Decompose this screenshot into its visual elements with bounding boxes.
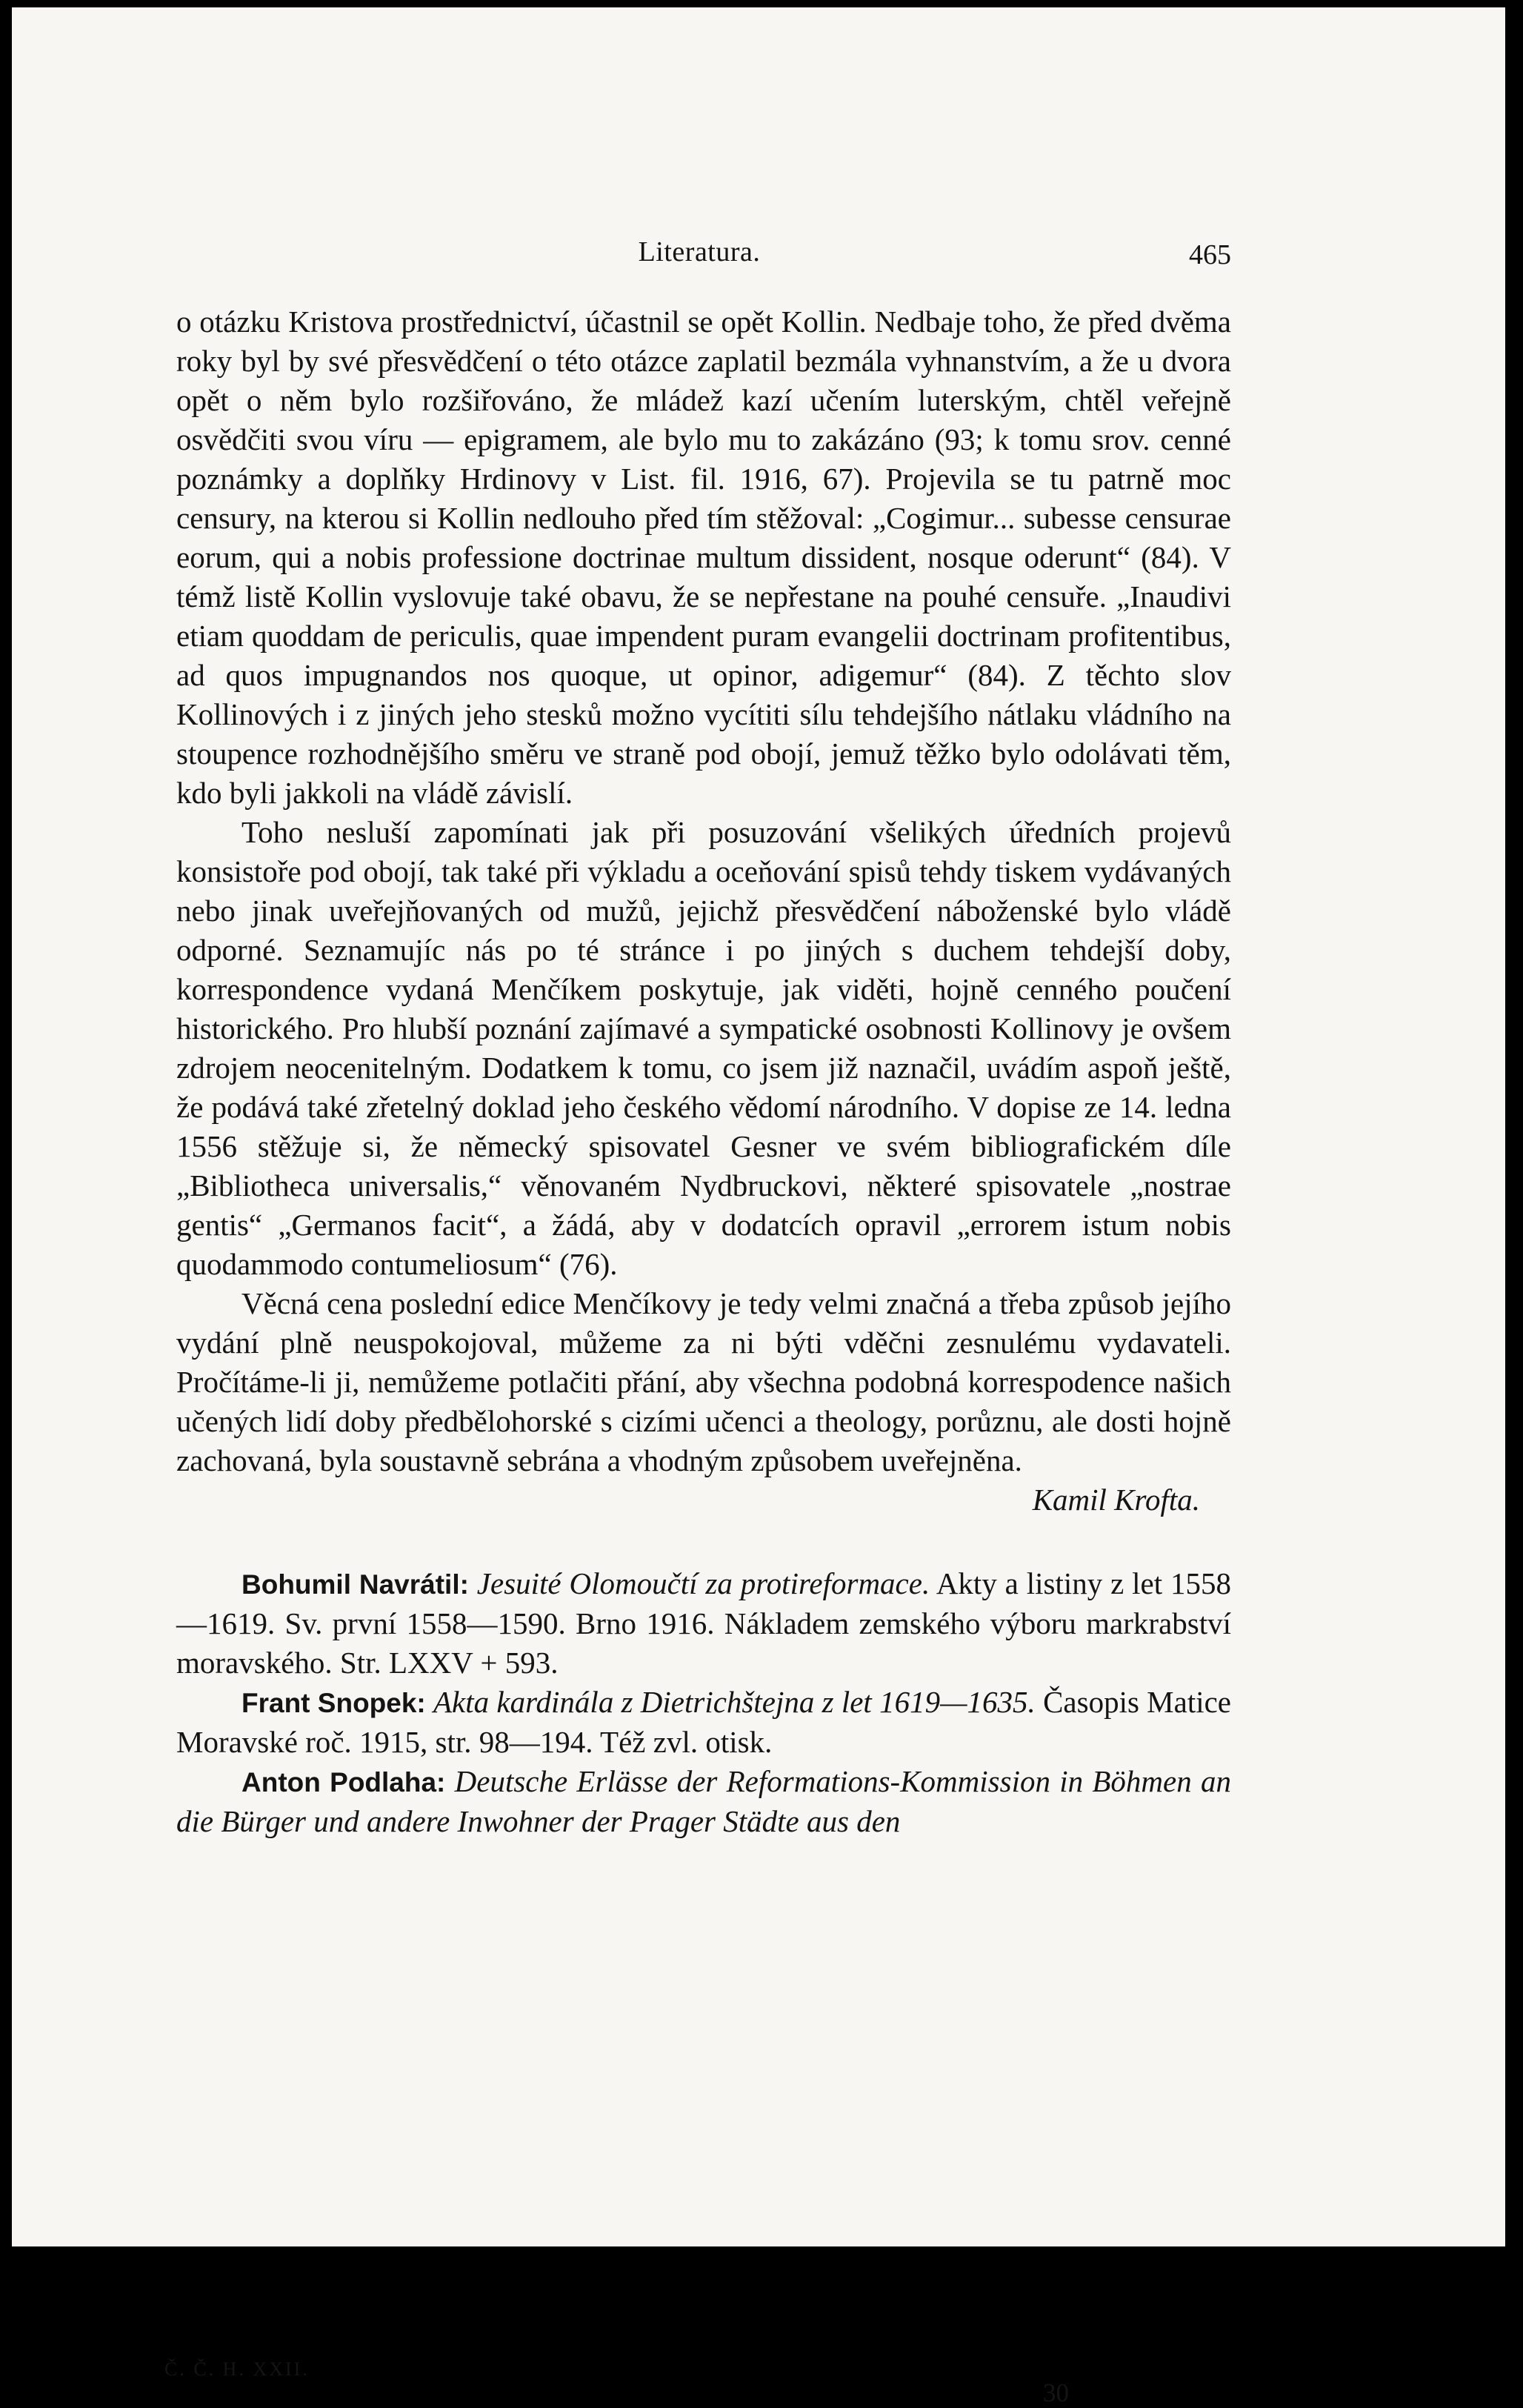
review-signature: Kamil Krofta. bbox=[1032, 1483, 1200, 1517]
bibliography-entry bbox=[176, 1683, 1231, 1762]
page-header bbox=[173, 236, 1231, 273]
sheet-number: 30 bbox=[1043, 2378, 1069, 2407]
entry-details: Časopis Matice Moravské roč. 1915, str. 98—194. Též zvl. otisk. bbox=[176, 1685, 1231, 1759]
paragraph: Věcná cena poslední edice Menčíkovy je tedy velmi značná a třeba způsob jejího vydání plně neuspokojoval, můžeme za ni býti vděčni zesnulému vydavateli. Pročítáme-li ji, nemůžeme potlačiti přání, aby všechna podobná korrespodence našich učených lidí doby předbělohorské s cizími učenci a theology, porůznu, ale dosti hojně zachovaná, byla soustavně sebrána a vhodným způsobem uveřejněna. bbox=[176, 1286, 1231, 1477]
entry-title: Akta kardinála z Dietrichštejna z let 1619—1635. bbox=[433, 1685, 1036, 1719]
bibliography-list bbox=[176, 1564, 1231, 1841]
entry-author: Anton Podlaha: bbox=[241, 1767, 446, 1797]
page-footer bbox=[176, 2369, 1231, 2407]
entry-author: Frant Snopek: bbox=[241, 1688, 426, 1718]
running-title: Literatura. bbox=[638, 236, 761, 267]
page-number: 465 bbox=[1189, 239, 1231, 270]
entry-details: Akty a listiny z let 1558—1619. Sv. první 1558—1590. Brno 1916. Nákladem zemského výboru markrabství moravského. Str. LXXV + 593. bbox=[176, 1566, 1231, 1680]
bibliography-entry bbox=[176, 1564, 1231, 1683]
entry-author: Bohumil Navrátil: bbox=[241, 1569, 469, 1600]
bibliography-entry bbox=[176, 1762, 1231, 1841]
paragraph: Toho nesluší zapomínati jak při posuzování všelikých úředních projevů konsistoře pod obojí, tak také při výkladu a oceňování spisů tehdy tiskem vydávaných nebo jinak uveřejňovaných od mužů, jejichž přesvědčení náboženské bylo vládě odporné. Seznamujíc nás po té stránce i po jiných s duchem tehdejší doby, korrespondence vydaná Menčíkem poskytuje, jak viděti, hojně cenného poučení historického. Pro hlubší poznání zajímavé a sympatické osobnosti Kollinovy je ovšem zdrojem neocenitelným. Dodatkem k tomu, co jsem již naznačil, uvádím aspoň ještě, že podává také zřetelný doklad jeho českého vědomí národního. V dopise ze 14. ledna 1556 stěžuje si, že německý spisovatel Gesner ve svém bibliografickém díle „Bibliotheca universalis,“ věnovaném Nydbruckovi, některé spisovatele „nostrae gentis“ „Germanos facit“, a žádá, aby v dodatcích opravil „errorem istum nobis quodammodo contumeliosum“ (76). bbox=[176, 815, 1231, 1281]
book-page bbox=[12, 7, 1505, 2246]
main-text bbox=[176, 302, 1231, 1841]
paragraph-continued: o otázku Kristova prostřednictví, účastnil se opět Kollin. Nedbaje toho, že před dvěma roky byl by své přesvědčení o této otázce zaplatil bezmála vyhnanstvím, a že u dvora opět o něm bylo rozšiřováno, že mládež kazí učením luterským, chtěl veřejně osvědčiti svou víru — epigramem, ale bylo mu to zakázáno (93; k tomu srov. cenné poznámky a doplňky Hrdinovy v List. fil. 1916, 67). Projevila se tu patrně moc censury, na kterou si Kollin nedlouho před tím stěžoval: „Cogimur... subesse censurae eorum, qui a nobis professione doctrinae multum dissident, nosque oderunt“ (84). V témž listě Kollin vyslovuje také obavu, že se nepřestane na pouhé censuře. „Inaudivi etiam quoddam de periculis, quae impendent puram evangelii doctrinam profitentibus, ad quos impugnandos nos quoque, ut opinor, adigemur“ (84). Z těchto slov Kollinových i z jiných jeho stesků možno vycítiti sílu tehdejšího nátlaku vládního na stoupence rozhodnějšího směru ve straně pod obojí, jemuž těžko bylo odolávati těm, kdo byli jakkoli na vládě závislí. bbox=[176, 305, 1231, 810]
sheet-signature-mark: Č. Č. H. XXII. bbox=[164, 2358, 310, 2380]
entry-title: Jesuité Olomoučtí za protireformace. bbox=[476, 1566, 930, 1600]
entry-title: Deutsche Erlässe der Reformations-Kommission in Böhmen an die Bürger und andere Inwohner der Prager Städte aus den bbox=[176, 1764, 1231, 1838]
